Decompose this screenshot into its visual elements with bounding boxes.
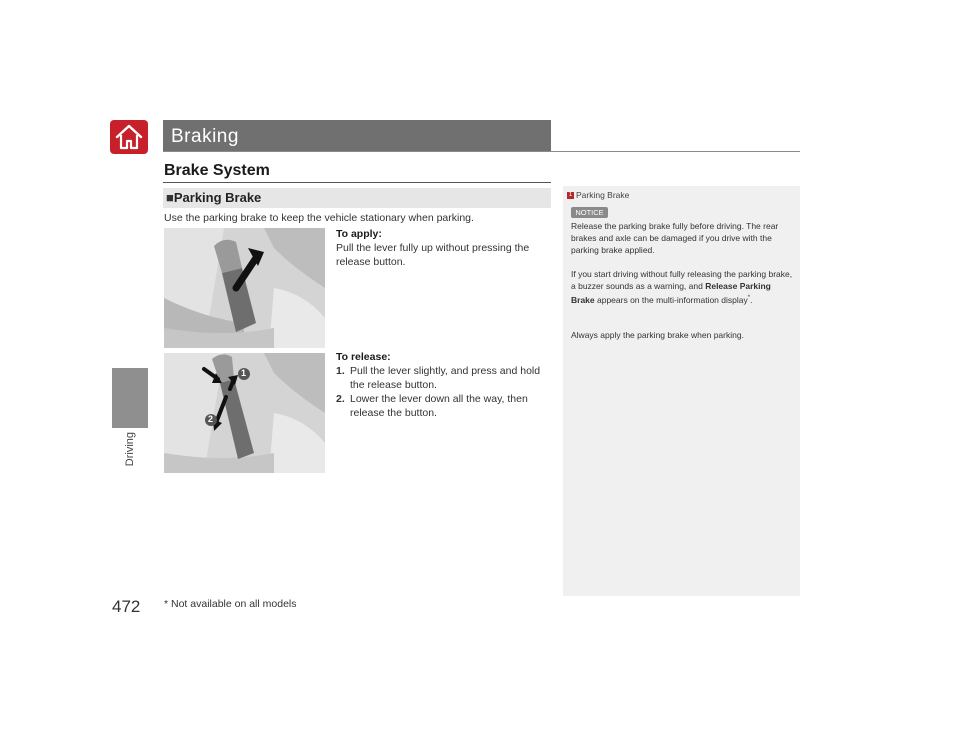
parking-brake-release-image bbox=[164, 353, 325, 473]
intro-text: Use the parking brake to keep the vehicle stationary when parking. bbox=[164, 212, 474, 224]
header-divider bbox=[163, 151, 800, 152]
release-heading: To release: bbox=[336, 351, 391, 363]
note-marker-icon: 1 bbox=[568, 191, 573, 198]
note-title: 1 Parking Brake bbox=[568, 190, 630, 200]
home-button[interactable] bbox=[110, 120, 148, 154]
chapter-label: Driving bbox=[124, 432, 136, 467]
release-instructions bbox=[336, 350, 551, 420]
chapter-tab[interactable] bbox=[112, 368, 148, 428]
apply-instructions bbox=[336, 227, 551, 269]
section-title: Brake System bbox=[164, 162, 270, 179]
callout-2: 2 bbox=[208, 414, 214, 424]
note-paragraph-2: If you start driving without fully releasing the parking brake, a buzzer sounds as a warning, and Release Parking Brake appears on the multi-information display*. bbox=[571, 269, 793, 305]
square-bullet-icon: ■ bbox=[166, 190, 174, 205]
callout-1: 1 bbox=[241, 368, 247, 378]
apply-text: Pull the lever fully up without pressing the release button. bbox=[336, 242, 530, 268]
release-step-1: 1. Pull the lever slightly, and press and hold the release button. bbox=[336, 365, 541, 391]
subsection-title: ■Parking Brake bbox=[166, 190, 262, 205]
apply-heading: To apply: bbox=[336, 228, 382, 240]
chapter-title: Braking bbox=[171, 126, 239, 147]
home-icon bbox=[110, 120, 148, 154]
section-divider bbox=[163, 182, 551, 183]
parking-brake-apply-image bbox=[164, 228, 325, 348]
release-step-2: 2. Lower the lever down all the way, then release the button. bbox=[336, 393, 528, 419]
note-paragraph-1: Release the parking brake fully before driving. The rear brakes and axle can be damaged if you drive with the parking brake applied. bbox=[571, 221, 779, 255]
page-number: 472 bbox=[112, 597, 141, 616]
footnote: * Not available on all models bbox=[164, 598, 297, 610]
notice-badge: NOTICE bbox=[571, 207, 608, 218]
note-paragraph-3: Always apply the parking brake when parking. bbox=[571, 330, 744, 340]
